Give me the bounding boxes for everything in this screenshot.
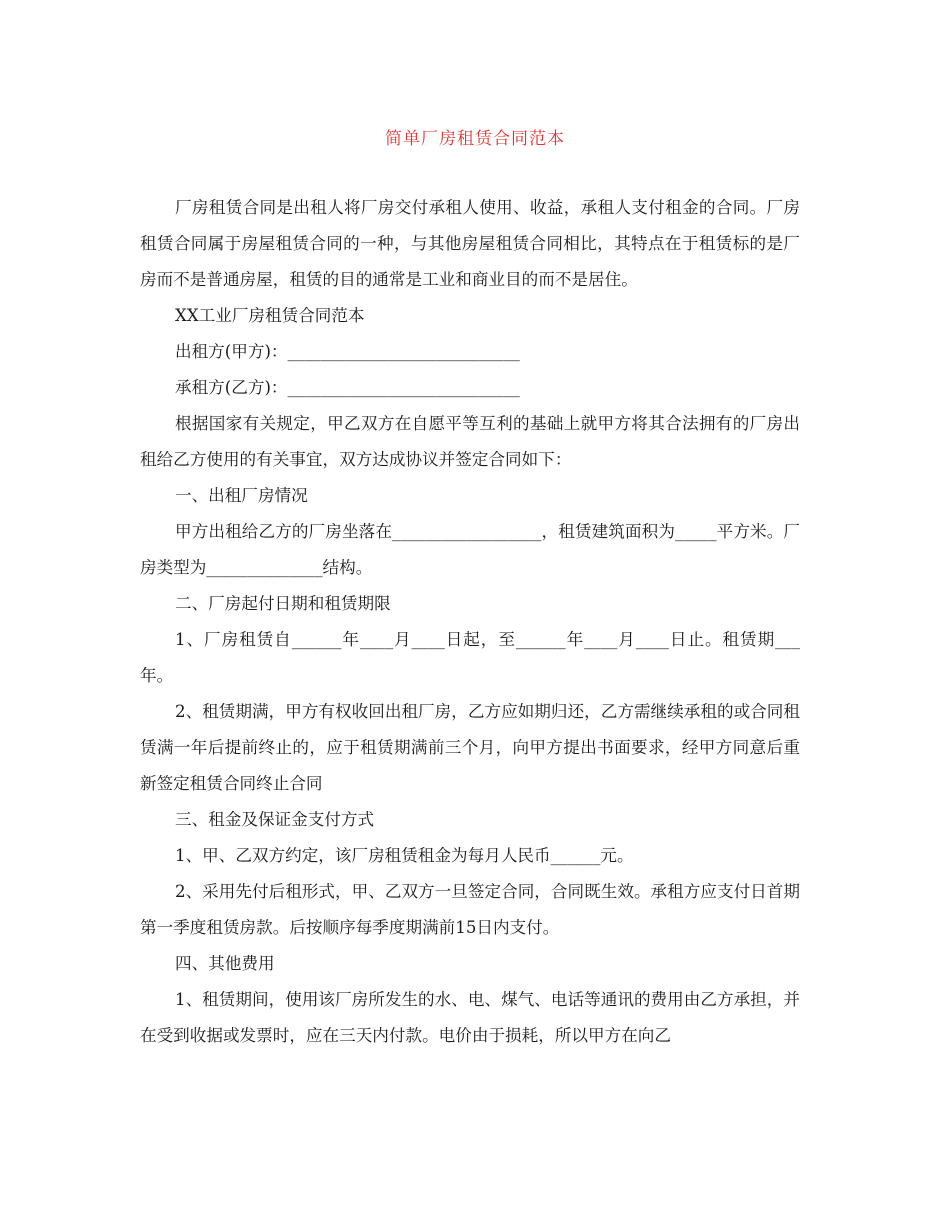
- section-heading-2: 二、厂房起付日期和租赁期限: [175, 594, 391, 613]
- paragraph-lessor: 出租方(甲方)：____________________________: [175, 342, 520, 361]
- section-heading-4: 四、其他费用: [175, 954, 275, 973]
- paragraph-preamble: 根据国家有关规定，甲乙双方在自愿平等互利的基础上就甲方将其合法拥有的厂房出租给乙方使用的有关事宜，双方达成协议并签定合同如下：: [140, 414, 800, 469]
- paragraph-subtitle: XX工业厂房租赁合同范本: [175, 306, 365, 325]
- section-heading-1: 一、出租厂房情况: [175, 486, 308, 505]
- paragraph-lessee: 承租方(乙方)：____________________________: [175, 378, 520, 397]
- paragraph-intro: 厂房租赁合同是出租人将厂房交付承租人使用、收益，承租人支付租金的合同。厂房租赁合同属于房屋租赁合同的一种，与其他房屋租赁合同相比，其特点在于租赁标的是厂房而不是普通房屋，租赁的目的通常是工业和商业目的而不是居住。: [140, 198, 800, 289]
- section-heading-3: 三、租金及保证金支付方式: [175, 810, 375, 829]
- paragraph-section-1: 甲方出租给乙方的厂房坐落在__________________，租赁建筑面积为_____平方米。厂房类型为______________结构。: [140, 522, 800, 577]
- document-title: 简单厂房租赁合同范本: [385, 129, 565, 149]
- paragraph-section-4-item-1: 1、租赁期间，使用该厂房所发生的水、电、煤气、电话等通讯的费用由乙方承担，并在受到收据或发票时，应在三天内付款。电价由于损耗，所以甲方在向乙: [140, 990, 800, 1045]
- paragraph-section-3-item-1: 1、甲、乙双方约定，该厂房租赁租金为每月人民币______元。: [175, 846, 634, 865]
- paragraph-section-2-item-1: 1、厂房租赁自______年____月____日起，至______年____月____日止。租赁期___年。: [140, 630, 800, 685]
- paragraph-section-2-item-2: 2、租赁期满，甲方有权收回出租厂房，乙方应如期归还，乙方需继续承租的或合同租赁满一年后提前终止的，应于租赁期满前三个月，向甲方提出书面要求，经甲方同意后重新签定租赁合同终止合同: [140, 702, 800, 793]
- paragraph-section-3-item-2: 2、采用先付后租形式，甲、乙双方一旦签定合同，合同既生效。承租方应支付日首期第一季度租赁房款。后按顺序每季度期满前15日内支付。: [140, 882, 800, 937]
- document-body: [140, 190, 800, 1054]
